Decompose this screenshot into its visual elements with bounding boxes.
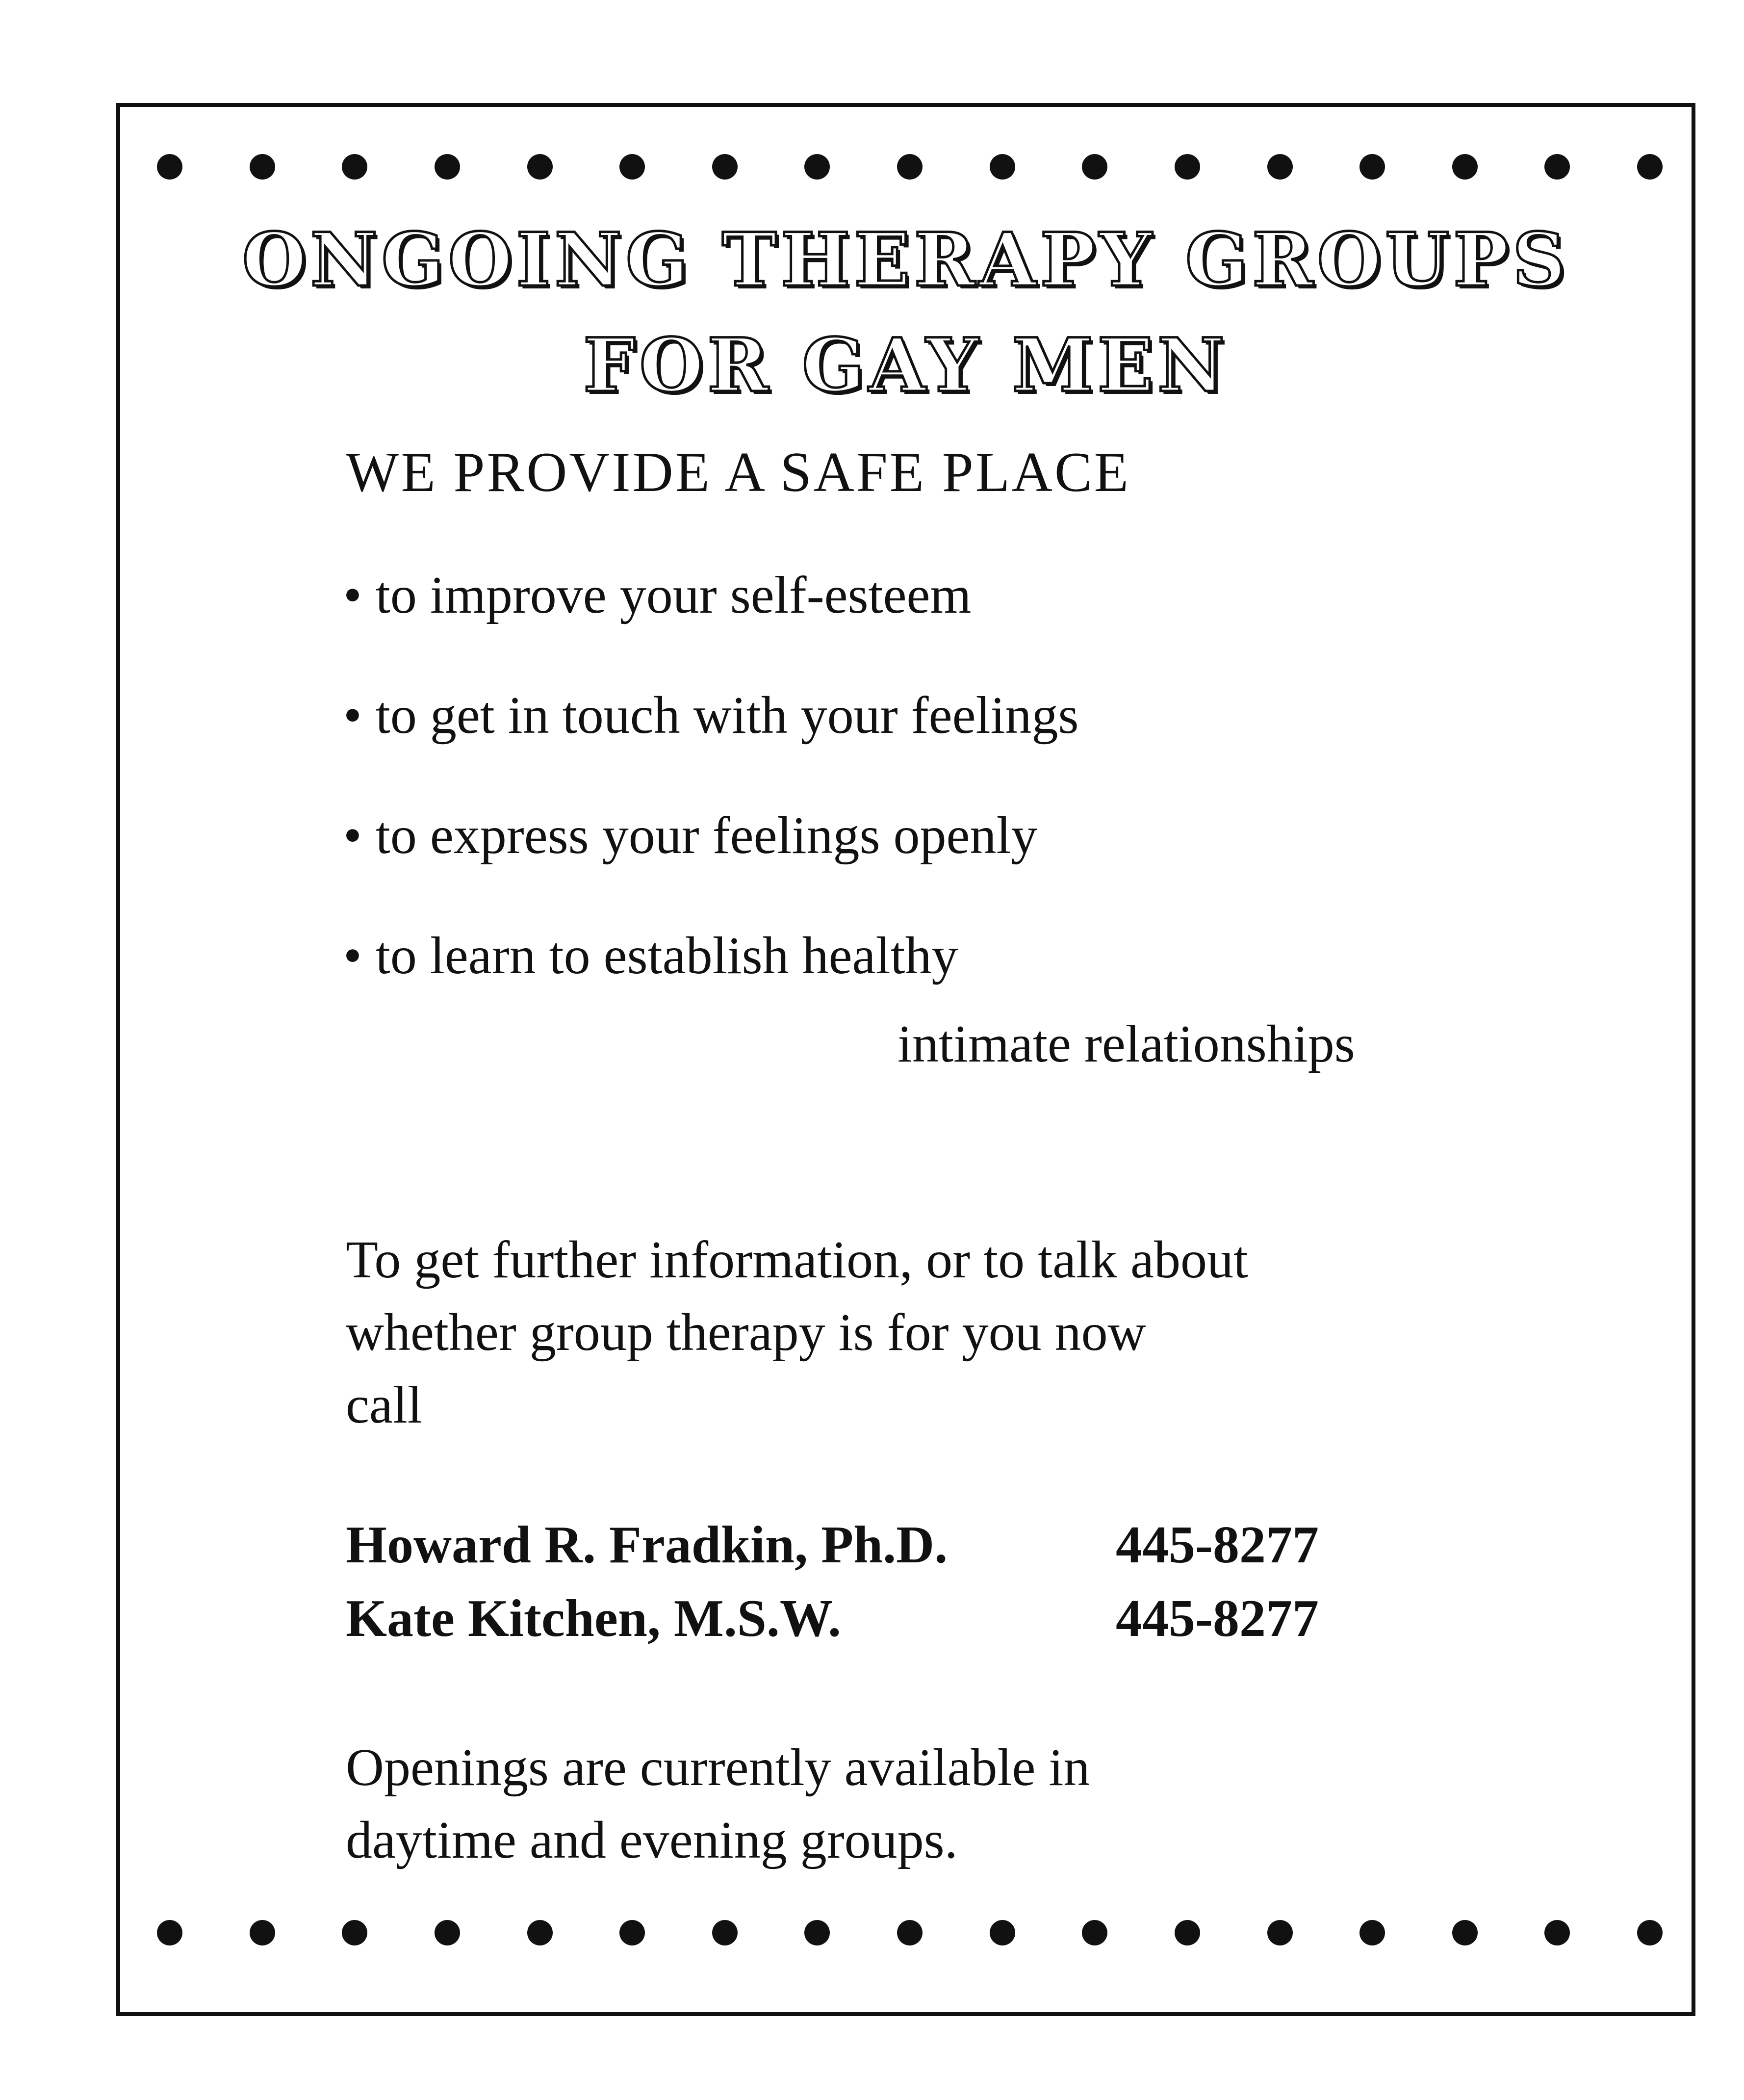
dot bbox=[712, 1920, 738, 1945]
dot bbox=[1175, 154, 1200, 180]
bullet-text: to improve your self-esteem bbox=[375, 566, 972, 624]
openings-paragraph bbox=[346, 1732, 1090, 1877]
dot bbox=[157, 1920, 182, 1945]
dot bbox=[897, 1920, 923, 1945]
dot bbox=[342, 154, 367, 180]
bullet-item bbox=[343, 566, 972, 624]
dot bbox=[1544, 1920, 1570, 1945]
dot bbox=[1267, 154, 1293, 180]
bullet-item bbox=[343, 806, 1038, 865]
bullet-item bbox=[343, 927, 958, 985]
bullet-text: to express your feelings openly bbox=[375, 806, 1038, 865]
dot bbox=[1544, 154, 1570, 180]
bullet-icon: • bbox=[343, 927, 362, 985]
bullet-text: to get in touch with your feelings bbox=[375, 686, 1079, 745]
dot bbox=[1082, 154, 1107, 180]
bullet-continuation: intimate relationships bbox=[898, 1015, 1355, 1073]
bullet-item bbox=[343, 686, 1079, 745]
dot bbox=[1359, 1920, 1385, 1945]
dot bbox=[619, 1920, 645, 1945]
dot bbox=[527, 1920, 553, 1945]
contact-name: Howard R. Fradkin, Ph.D. bbox=[346, 1516, 948, 1574]
dot bbox=[1082, 1920, 1107, 1945]
bullet-text: to learn to establish healthy bbox=[375, 927, 958, 985]
info-paragraph bbox=[346, 1224, 1248, 1442]
contact-phone: 445-8277 bbox=[1116, 1589, 1319, 1648]
headline-line-2: FOR GAY MEN bbox=[583, 322, 1229, 409]
dot bbox=[990, 154, 1015, 180]
info-line: whether group therapy is for you now bbox=[346, 1303, 1146, 1362]
dot bbox=[435, 154, 460, 180]
dot bbox=[1637, 1920, 1663, 1945]
contact-name: Kate Kitchen, M.S.W. bbox=[346, 1589, 841, 1648]
dot bbox=[1452, 154, 1478, 180]
dot bbox=[1452, 1920, 1478, 1945]
bullet-icon: • bbox=[343, 566, 362, 624]
dot bbox=[342, 1920, 367, 1945]
dot bbox=[250, 154, 275, 180]
dot bbox=[619, 154, 645, 180]
bottom-dot-border bbox=[157, 1918, 1663, 1947]
dot bbox=[804, 1920, 830, 1945]
dot bbox=[250, 1920, 275, 1945]
openings-line: daytime and evening groups. bbox=[346, 1811, 958, 1869]
dot bbox=[897, 154, 923, 180]
headline-line-1: ONGOING THERAPY GROUPS bbox=[242, 217, 1570, 303]
bullet-icon: • bbox=[343, 686, 362, 745]
dot bbox=[1267, 1920, 1293, 1945]
bullet-icon: • bbox=[343, 806, 362, 865]
top-dot-border bbox=[157, 152, 1663, 181]
dot bbox=[712, 154, 738, 180]
dot bbox=[527, 154, 553, 180]
dot bbox=[990, 1920, 1015, 1945]
dot bbox=[1637, 154, 1663, 180]
info-line: call bbox=[346, 1376, 422, 1434]
info-line: To get further information, or to talk about bbox=[346, 1231, 1248, 1289]
openings-line: Openings are currently available in bbox=[346, 1738, 1090, 1797]
dot bbox=[804, 154, 830, 180]
contact-phone: 445-8277 bbox=[1116, 1516, 1319, 1574]
dot bbox=[157, 154, 182, 180]
dot bbox=[1359, 154, 1385, 180]
subheading: WE PROVIDE A SAFE PLACE bbox=[346, 441, 1130, 503]
dot bbox=[1175, 1920, 1200, 1945]
dot bbox=[435, 1920, 460, 1945]
